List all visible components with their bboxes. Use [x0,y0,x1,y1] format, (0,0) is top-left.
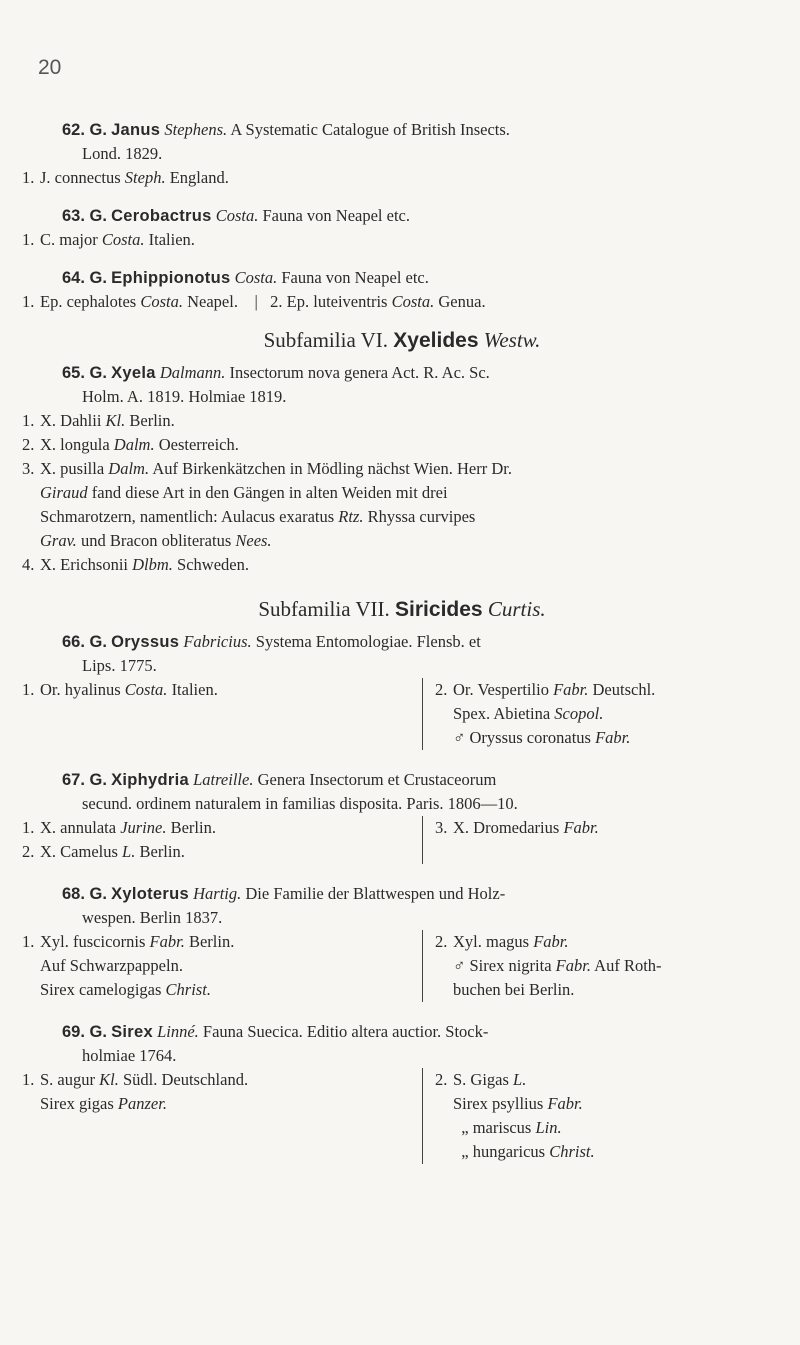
species-name: J. connectus [40,168,121,187]
genus-reference: Die Familie der Blattwespen und Holz- [245,884,506,903]
genus-number: 64. G. [62,269,107,287]
genus-author: Fabricius. [183,632,252,651]
genus-name: Cerobactrus [111,207,212,225]
species-author: Costa. [101,230,145,249]
species-name: X. Dahlii [40,411,102,430]
species-name: C. major [40,230,98,249]
genus-number: 63. G. [62,207,107,225]
genus-reference-cont: Lips. 1775. [82,656,157,675]
species-author: Costa. [391,292,435,311]
genus-reference: Fauna Suecica. Editio altera auctior. Stock- [202,1022,489,1041]
genus-author: Dalmann. [159,363,226,382]
genus-reference-cont: secund. ordinem naturalem in familias disposita. Paris. 1806—10. [82,794,518,813]
genus-name: Janus [111,121,161,139]
species-name: Or. hyalinus [40,680,121,699]
ditto-mark: „ [461,1118,469,1137]
page-number: 20 [38,56,62,79]
species-item: 1. C. major Costa. Italien. [22,230,195,249]
species-name: X. Dromedarius [453,818,560,837]
species-name: S. augur [40,1070,95,1089]
genus-name: Oryssus [111,633,180,651]
species-item: 1. Xyl. fuscicornis Fabr. Berlin. Auf Schwarzpappeln. Sirex camelogigas Christ. [22,932,235,999]
species-item: 2. Xyl. magus Fabr. ♂ Sirex nigrita Fabr. Auf Roth- buchen bei Berlin. [435,932,662,999]
species-item: 1. X. annulata Jurine. Berlin. [22,818,216,837]
column-divider: | [254,292,258,311]
genus-reference-cont: Lond. 1829. [82,144,163,163]
genus-reference-cont: Holm. A. 1819. Holmiae 1819. [82,387,287,406]
species-item: 3. X. pusilla Dalm. Auf Birkenkätzchen in Mödling nächst Wien. Herr Dr. Giraud fand diese Art in den Gängen in alten Weiden mit drei Schmarotzern, namentlich: Aulacus exaratus Rtz. Rhyssa curvipes Grav. und Bracon obliteratus Nees. [22,459,512,550]
species-author: Costa. [140,292,183,311]
genus-69 [22,1020,782,1164]
species-item: 2. X. Camelus L. Berlin. [22,842,185,861]
species-locality: Italien. [148,230,195,249]
genus-name: Xyela [111,364,156,382]
species-name: Ep. luteiventris [286,292,388,311]
species-columns [22,816,782,864]
genus-62 [22,118,782,190]
species-name: Ep. cephalotes [40,292,137,311]
genus-reference: Systema Entomologiae. Flensb. et [255,632,481,651]
genus-68 [22,882,782,1002]
species-item: 2. S. Gigas L. Sirex psyllius Fabr. „ mariscus Lin. „ hungaricus Christ. [435,1070,595,1161]
genus-reference: A Systematic Catalogue of British Insects. [230,120,510,139]
subfamily-heading: Subfamilia VI. Xyelides Westw. [263,328,541,352]
genus-64 [22,266,782,314]
species-columns [22,930,782,1002]
species-name: X. annulata [40,818,117,837]
species-locality: England. [169,168,229,187]
genus-name: Ephippionotus [111,269,231,287]
species-item: 4. X. Erichsonii Dlbm. Schweden. [22,555,249,574]
genus-reference-cont: holmiae 1764. [82,1046,177,1065]
genus-reference: Fauna von Neapel etc. [262,206,410,225]
genus-reference: Genera Insectorum et Crustaceorum [257,770,497,789]
species-name: X. Camelus [40,842,118,861]
species-item: 1. J. connectus Steph. England. [22,168,229,187]
genus-65 [22,361,782,577]
genus-number: 68. G. [62,885,107,903]
genus-author: Linné. [157,1022,199,1041]
species-locality: Neapel. [187,292,238,311]
genus-author: Stephens. [164,120,228,139]
species-item: 1. S. augur Kl. Südl. Deutschland. Sirex gigas Panzer. [22,1070,249,1113]
genus-author: Costa. [215,206,259,225]
species-name: Xyl. magus [453,932,530,951]
genus-63 [22,204,782,252]
species-name: Xyl. fuscicornis [40,932,146,951]
species-columns [22,678,782,750]
genus-author: Latreille. [193,770,254,789]
genus-reference: Insectorum nova genera Act. R. Ac. Sc. [229,363,490,382]
genus-number: 69. G. [62,1023,107,1041]
species-name: X. Erichsonii [40,555,128,574]
species-item: 2. X. longula Dalm. Oesterreich. [22,435,239,454]
genus-reference: Fauna von Neapel etc. [281,268,429,287]
species-name: X. pusilla [40,459,105,478]
species-locality: Genua. [438,292,486,311]
male-symbol-icon: ♂ [453,728,466,747]
genus-66 [22,630,782,750]
species-author: Steph. [124,168,166,187]
male-symbol-icon: ♂ [453,956,466,975]
genus-author: Hartig. [193,884,242,903]
genus-67 [22,768,782,864]
genus-name: Sirex [111,1023,153,1041]
species-item: 1. X. Dahlii Kl. Berlin. [22,411,175,430]
page-content [22,118,782,1164]
ditto-mark: „ [461,1142,469,1161]
species-item: 1. Or. hyalinus Costa. Italien. [22,680,218,699]
species-name: X. longula [40,435,110,454]
species-name: Or. Vespertilio [453,680,549,699]
species-name: S. Gigas [453,1070,509,1089]
genus-name: Xyloterus [111,885,189,903]
subfamily-heading: Subfamilia VII. Siricides Curtis. [258,597,546,621]
species-item: 3. X. Dromedarius Fabr. [435,818,599,837]
genus-number: 62. G. [62,121,107,139]
genus-number: 66. G. [62,633,107,651]
genus-number: 65. G. [62,364,107,382]
genus-number: 67. G. [62,771,107,789]
species-item: 1. Ep. cephalotes Costa. Neapel. | 2. Ep. luteiventris Costa. Genua. [22,292,486,311]
genus-author: Costa. [234,268,278,287]
species-item: 2. Or. Vespertilio Fabr. Deutschl. Spex. Abietina Scopol. ♂ Oryssus coronatus Fabr. [435,680,656,747]
genus-name: Xiphydria [111,771,189,789]
genus-reference-cont: wespen. Berlin 1837. [82,908,223,927]
species-columns [22,1068,782,1164]
